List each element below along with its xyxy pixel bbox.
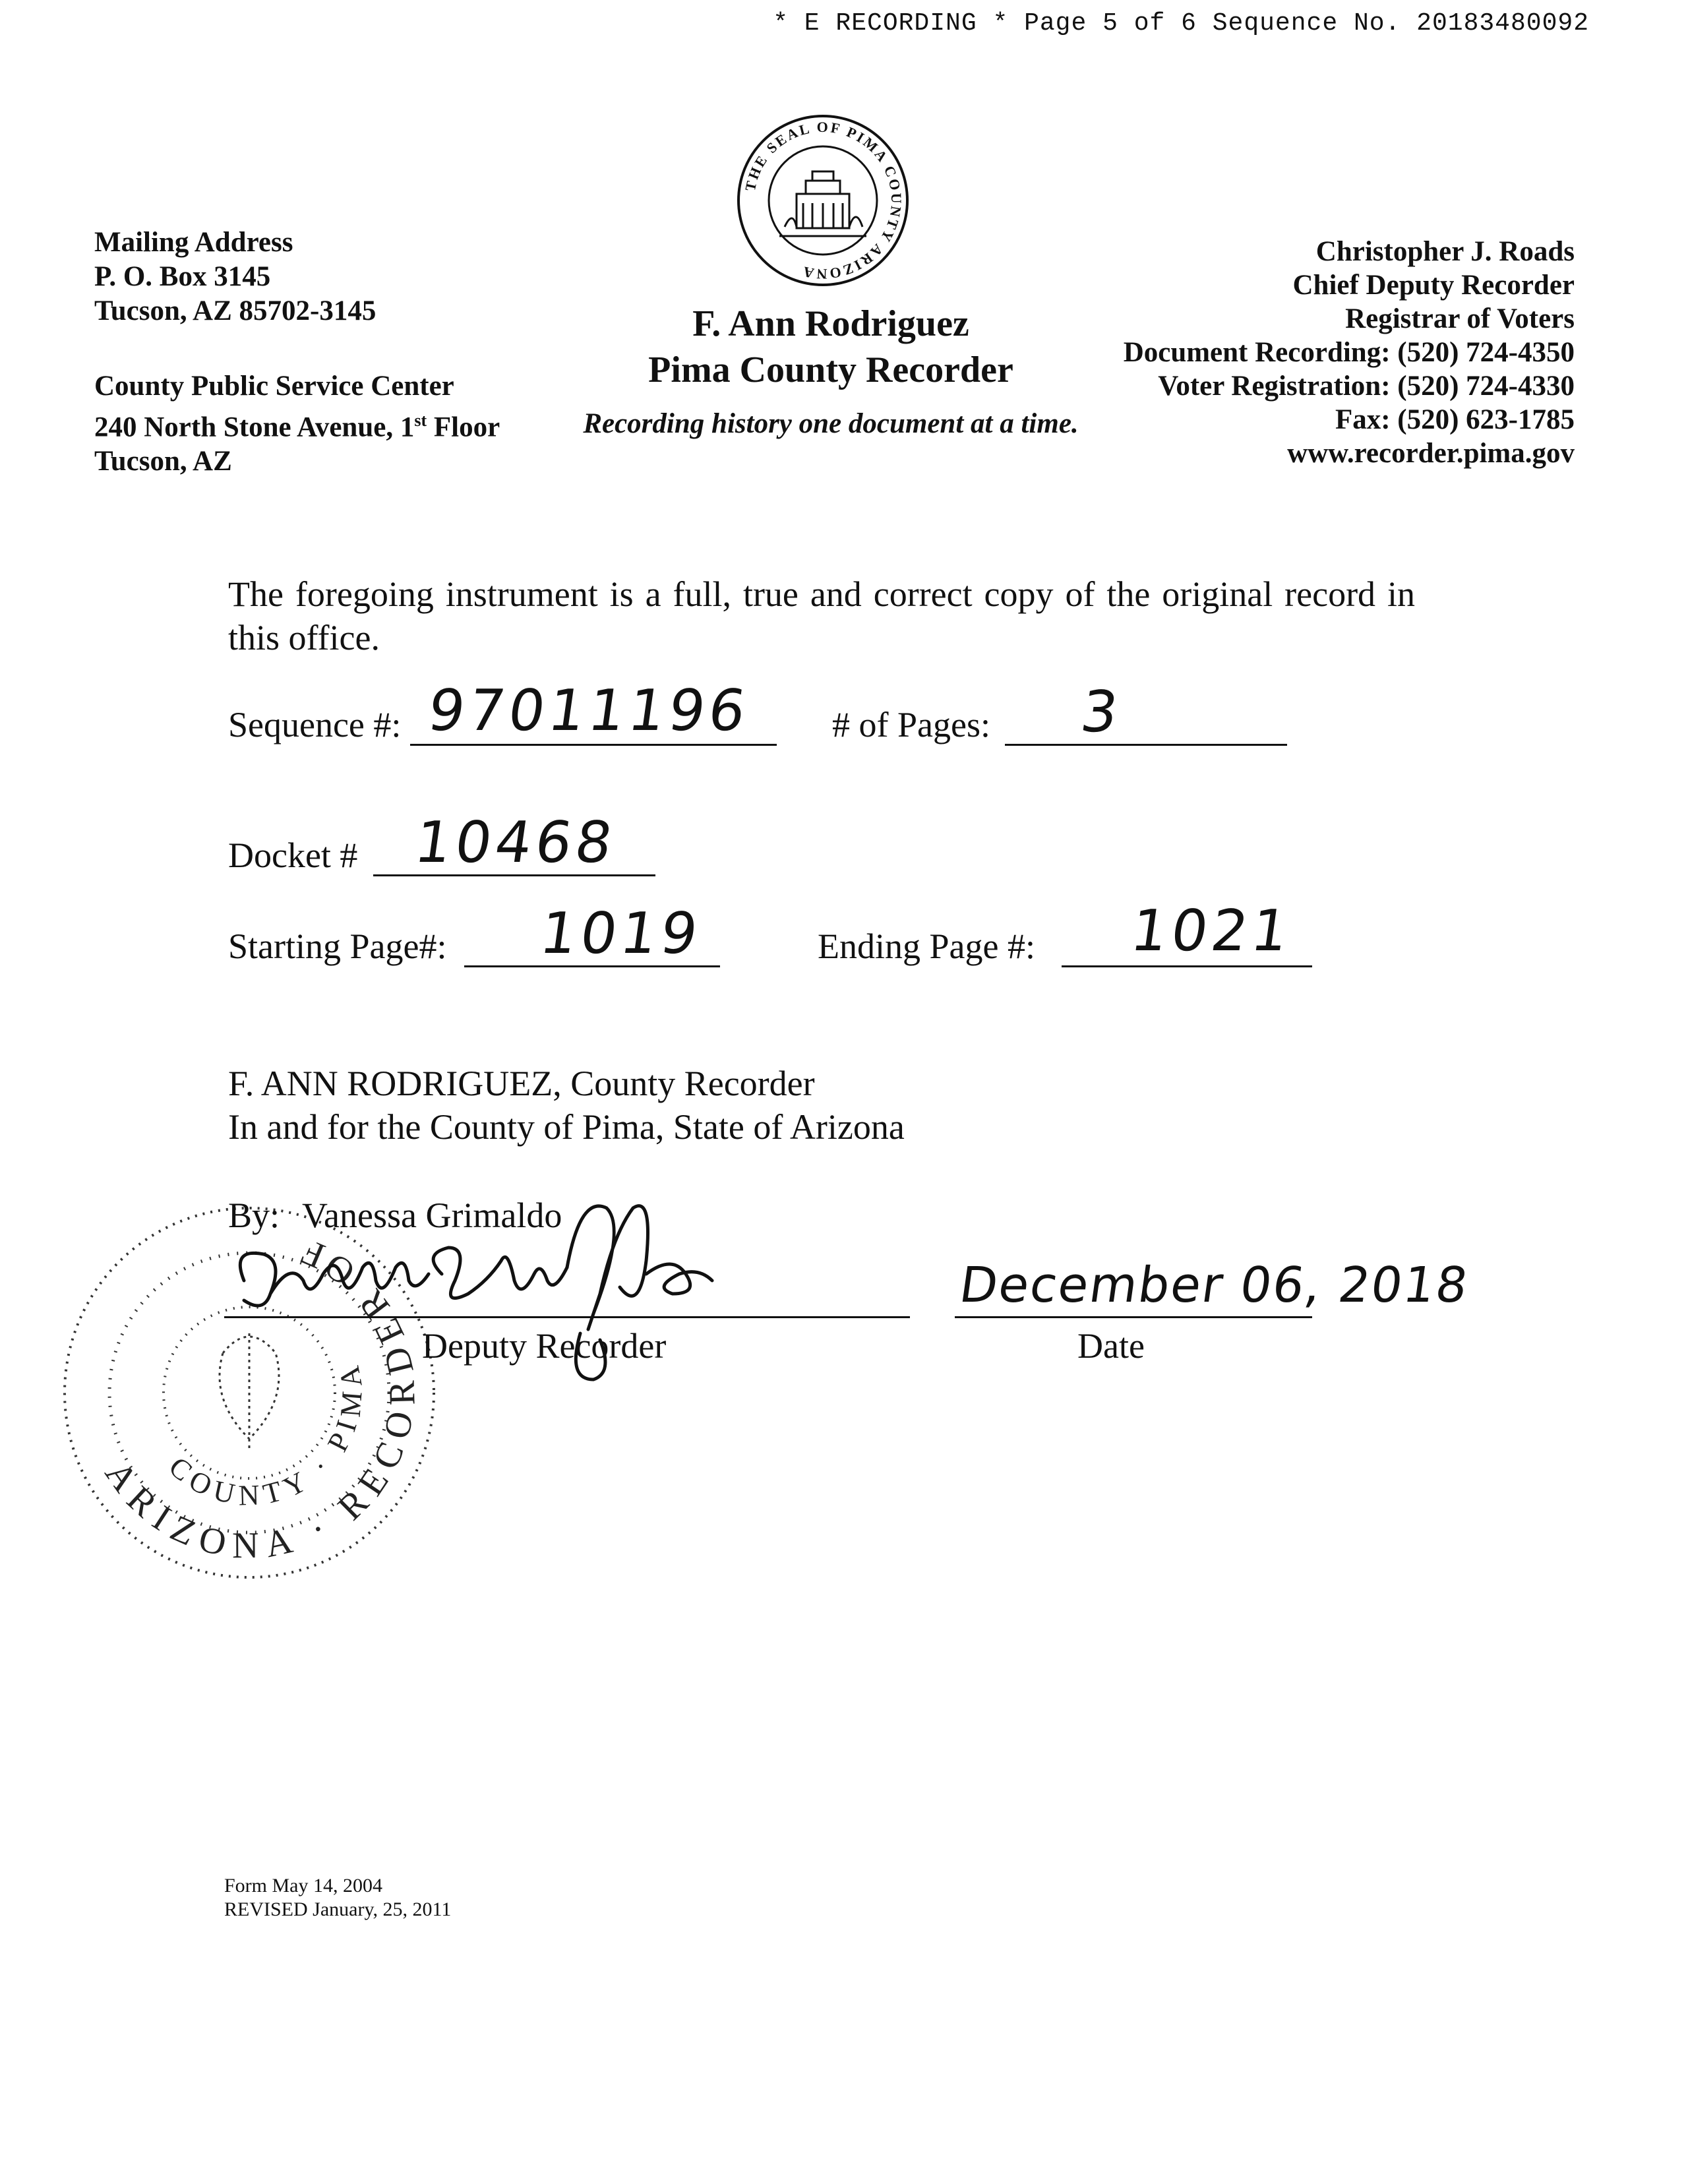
recorder-name-block xyxy=(560,301,1101,393)
date-underline xyxy=(955,1316,1312,1318)
seal-outer-text: ARIZONA · RECORDER OF xyxy=(97,1227,423,1567)
sequence-value: 97011196 xyxy=(423,678,754,744)
mailing-po-box: P. O. Box 3145 xyxy=(94,261,271,292)
date-label: Date xyxy=(1077,1326,1145,1366)
recorder-line-2: In and for the County of Pima, State of Arizona xyxy=(228,1107,905,1147)
voter-registration-phone: Voter Registration: (520) 724-4330 xyxy=(1158,371,1575,402)
service-center-block xyxy=(94,369,500,479)
form-revised: REVISED January, 25, 2011 xyxy=(224,1898,452,1920)
certification-statement: The foregoing instrument is a full, true and correct copy of the original record in this office. xyxy=(228,574,1415,657)
chief-deputy-title: Chief Deputy Recorder xyxy=(1292,270,1575,301)
service-center-title: County Public Service Center xyxy=(94,371,454,402)
ending-page-label: Ending Page #: xyxy=(818,926,1035,966)
seal-text: THE SEAL OF PIMA COUNTY ARIZONA xyxy=(741,118,905,283)
ending-page-value: 1021 xyxy=(1126,898,1296,964)
starting-page-label: Starting Page#: xyxy=(228,926,447,966)
street-ordinal: st xyxy=(414,411,427,430)
fax-number: Fax: (520) 623-1785 xyxy=(1335,404,1575,435)
by-name: Vanessa Grimaldo xyxy=(302,1196,562,1235)
street-prefix: 240 North Stone Avenue, 1 xyxy=(94,411,415,443)
street-suffix: Floor xyxy=(427,411,500,443)
form-revision-info xyxy=(224,1874,451,1922)
svg-text:THE SEAL OF PIMA COUNTY ARIZON xyxy=(742,119,905,282)
docket-label: Docket # xyxy=(228,835,358,875)
signature-underline xyxy=(224,1316,910,1318)
recorder-line-1: F. ANN RODRIGUEZ, County Recorder xyxy=(228,1064,815,1103)
starting-page-value: 1019 xyxy=(535,901,706,967)
pima-county-seal-icon xyxy=(733,111,913,290)
service-center-city: Tucson, AZ xyxy=(94,446,232,477)
website-link[interactable]: www.recorder.pima.gov xyxy=(1287,438,1575,469)
contact-block xyxy=(1124,235,1575,470)
docket-value: 10468 xyxy=(410,810,620,876)
by-label: By: xyxy=(228,1196,280,1235)
deputy-recorder-label: Deputy Recorder xyxy=(422,1326,667,1366)
date-value: December 06, 2018 xyxy=(955,1257,1472,1314)
service-center-street xyxy=(94,404,500,444)
mailing-address-block xyxy=(94,226,376,328)
ending-page-underline xyxy=(1062,965,1312,967)
form-date: Form May 14, 2004 xyxy=(224,1875,382,1896)
recorder-name: F. Ann Rodriguez xyxy=(692,303,969,344)
registrar-title: Registrar of Voters xyxy=(1345,303,1575,334)
mailing-city: Tucson, AZ 85702-3145 xyxy=(94,295,377,326)
mailing-title: Mailing Address xyxy=(94,227,293,258)
seal-inner-text: COUNTY · PIMA xyxy=(162,1356,369,1512)
pages-underline xyxy=(1005,744,1287,746)
chief-deputy-name: Christopher J. Roads xyxy=(1315,236,1575,267)
recorder-tagline: Recording history one document at a time. xyxy=(583,408,1079,439)
pages-value: 3 xyxy=(1076,679,1126,745)
pages-label: # of Pages: xyxy=(832,705,990,744)
recorder-title: Pima County Recorder xyxy=(648,349,1013,390)
document-recording-phone: Document Recording: (520) 724-4350 xyxy=(1123,337,1575,368)
recording-stamp: * E RECORDING * Page 5 of 6 Sequence No. 20183480092 xyxy=(773,9,1589,38)
sequence-label: Sequence #: xyxy=(228,705,402,744)
sequence-underline xyxy=(410,744,777,746)
